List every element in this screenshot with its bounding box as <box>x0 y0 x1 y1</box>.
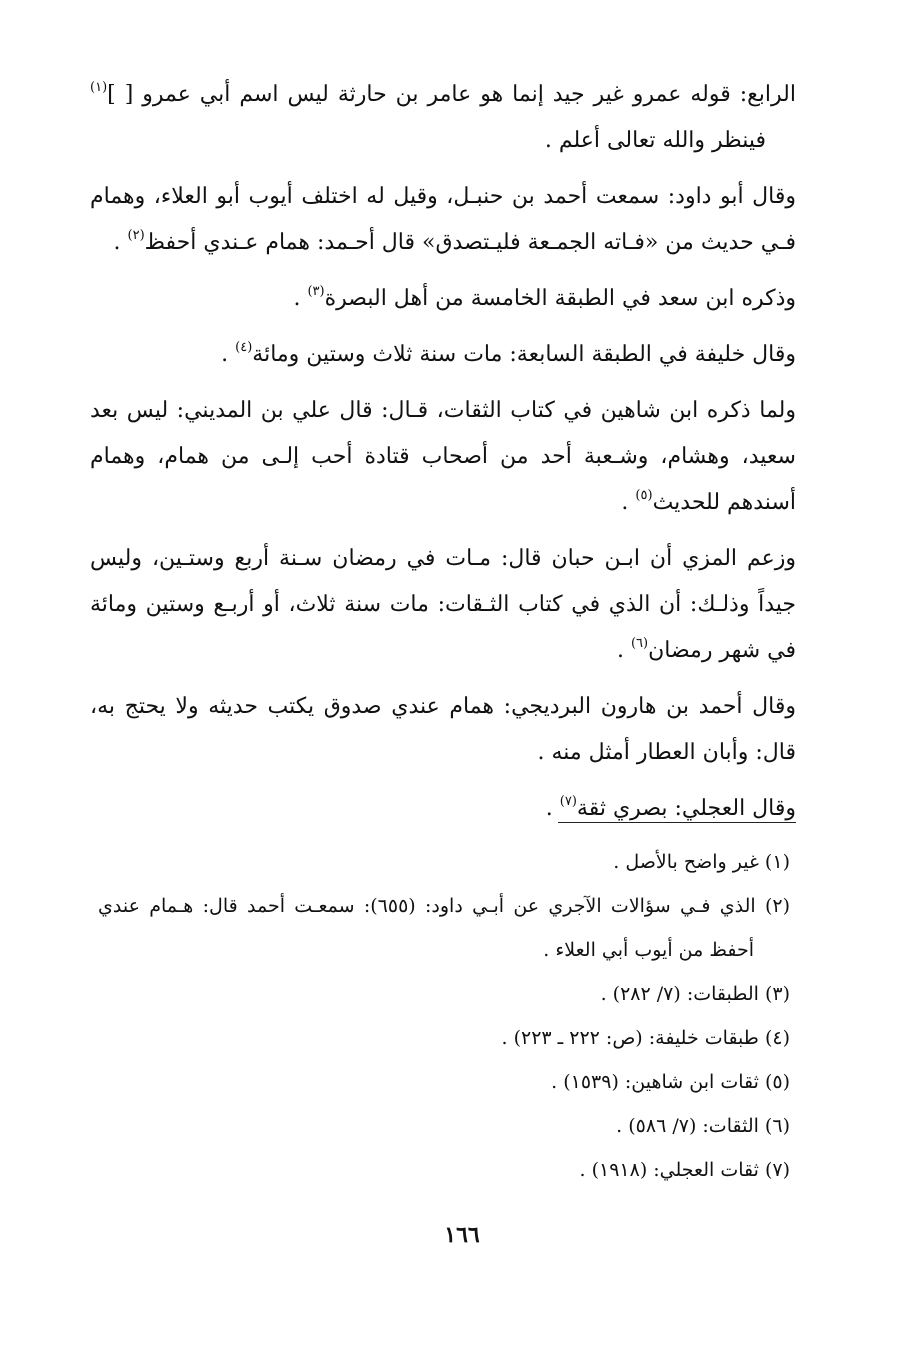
paragraph-text: وقال أحمد بن هارون البرديجي: همام عندي صدوق يكتب حديثه ولا يحتج به، قال: وأبان العطار أمثل منه . <box>90 694 796 765</box>
main-text <box>90 72 796 842</box>
paragraph <box>90 276 796 322</box>
footnote-ref: (٦) <box>630 636 649 651</box>
paragraph-text: وقال خليفة في الطبقة السابعة: مات سنة ثلاث وستين ومائة <box>252 342 796 367</box>
footnote: (٧) ثقات العجلي: (١٩١٨) . <box>579 1159 790 1181</box>
footnotes <box>98 840 790 1192</box>
paragraph <box>90 72 796 164</box>
footnote-ref: (٣) <box>307 284 325 299</box>
footnote-ref: (٥) <box>635 488 653 503</box>
paragraph-tail: . <box>545 796 560 821</box>
paragraph <box>90 174 796 266</box>
paragraph <box>90 388 796 526</box>
footnote-separator <box>558 822 796 823</box>
paragraph-tail: . <box>221 342 236 367</box>
paragraph-text: وقال أبو داود: سمعت أحمد بن حنبـل، وقيل له اختلف أيوب أبو العلاء، وهمام فـي حديث من «فـاته الجمـعة فليـتصدق» قال أحـمد: همام عـندي أحفظ <box>90 184 796 255</box>
paragraph-tail: . <box>621 490 636 515</box>
paragraph-tail: فينظر والله تعالى أعلم . <box>544 128 766 153</box>
paragraph-text: وزعم المزي أن ابـن حبان قال: مـات في رمضان سـنة أربع وستـين، وليس جيداً وذلـك: أن الذي في كتاب الثـقات: مات سنة ثلاث، أو أربـع وستين ومائة في شهر رمضان <box>90 546 797 663</box>
footnote: (٦) الثقات: (٧/ ٥٨٦) . <box>616 1115 790 1137</box>
paragraph-tail: . <box>113 230 128 255</box>
footnote-ref: (٧) <box>559 794 577 809</box>
page-number: ١٦٦ <box>444 1222 480 1248</box>
paragraph <box>90 332 796 378</box>
footnote-ref: (٢) <box>127 228 145 243</box>
footnote: (١) غير واضح بالأصل . <box>613 851 790 873</box>
paragraph <box>90 786 796 832</box>
paragraph-tail: . <box>616 638 631 663</box>
paragraph <box>90 684 796 776</box>
paragraph-text: الرابع: قوله عمرو غير جيد إنما هو عامر بن حارثة ليس اسم أبي عمرو [ ] <box>107 82 796 107</box>
paragraph-text: وقال العجلي: بصري ثقة <box>576 796 796 821</box>
paragraph <box>90 536 796 674</box>
footnote: (٣) الطبقات: (٧/ ٢٨٢) . <box>600 983 790 1005</box>
footnote: (٢) الذي فـي سؤالات الآجري عن أبـي داود: (٦٥٥): سمعـت أحمد قال: هـمام عندي أحفظ من أيوب أبي العلاء . <box>98 895 790 961</box>
footnote: (٤) طبقات خليفة: (ص: ٢٢٢ ـ ٢٢٣) . <box>501 1027 790 1049</box>
footnote-ref: (٤) <box>235 340 253 355</box>
paragraph-text: ولما ذكره ابن شاهين في كتاب الثقات، قـال: قال علي بن المديني: ليس بعد سعيد، وهشام، وشـعبة أحد من أصحاب قتادة أحب إلـى من همام، وهمام أسندهم للحديث <box>90 398 796 515</box>
footnote: (٥) ثقات ابن شاهين: (١٥٣٩) . <box>551 1071 790 1093</box>
paragraph-text: وذكره ابن سعد في الطبقة الخامسة من أهل البصرة <box>324 286 796 311</box>
paragraph-tail: . <box>293 286 308 311</box>
footnote-ref: (١) <box>90 80 108 95</box>
